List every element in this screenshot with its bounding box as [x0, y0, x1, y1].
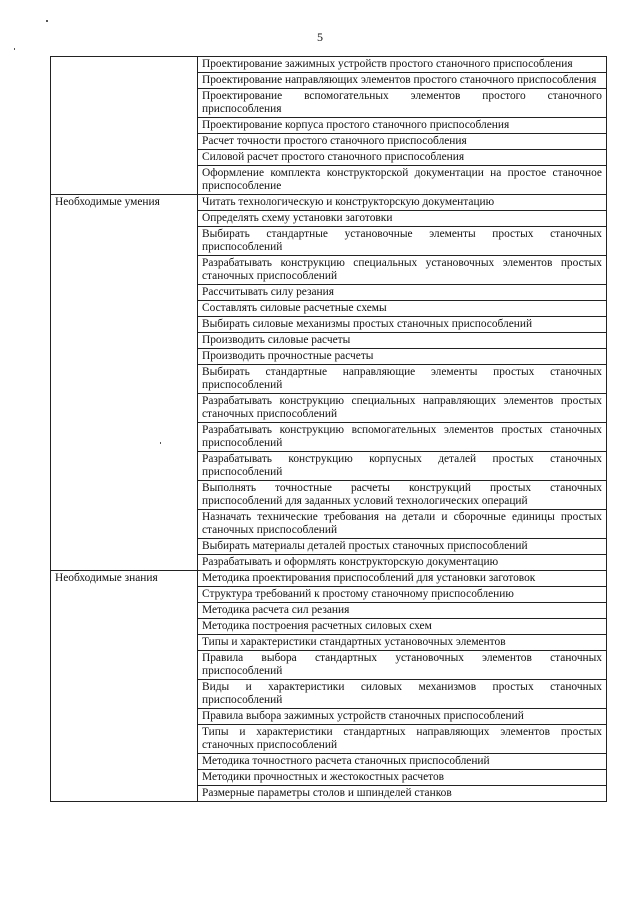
- requirement-item: Типы и характеристики стандартных установочных элементов: [198, 635, 607, 651]
- requirement-item: Выбирать силовые механизмы простых станочных приспособлений: [198, 317, 607, 333]
- requirement-item: Определять схему установки заготовки: [198, 211, 607, 227]
- requirement-item: Методика построения расчетных силовых схем: [198, 619, 607, 635]
- requirement-item: Структура требований к простому станочному приспособлению: [198, 587, 607, 603]
- category-label: [51, 57, 198, 195]
- requirement-item: Проектирование корпуса простого станочного приспособления: [198, 118, 607, 134]
- table-row: [51, 57, 607, 73]
- category-label: Необходимые умения: [51, 195, 198, 571]
- requirement-item: Методика точностного расчета станочных приспособлений: [198, 754, 607, 770]
- table-row: [51, 195, 607, 211]
- requirement-item: Разрабатывать конструкцию корпусных деталей простых станочных приспособлений: [198, 452, 607, 481]
- requirement-item: Правила выбора зажимных устройств станочных приспособлений: [198, 709, 607, 725]
- table-row: [51, 571, 607, 587]
- scan-speck: [46, 20, 48, 22]
- requirement-item: Разрабатывать конструкцию специальных направляющих элементов простых станочных приспособлений: [198, 394, 607, 423]
- requirement-item: Размерные параметры столов и шпинделей станков: [198, 786, 607, 802]
- requirement-item: Оформление комплекта конструкторской документации на простое станочное приспособление: [198, 166, 607, 195]
- requirement-item: Силовой расчет простого станочного приспособления: [198, 150, 607, 166]
- requirement-item: Выполнять точностные расчеты конструкций простых станочных приспособлений для заданных условий технологических операций: [198, 481, 607, 510]
- requirement-item: Проектирование вспомогательных элементов простого станочного приспособления: [198, 89, 607, 118]
- requirement-item: Рассчитывать силу резания: [198, 285, 607, 301]
- requirement-item: Методики прочностных и жестокостных расчетов: [198, 770, 607, 786]
- requirement-item: Назначать технические требования на детали и сборочные единицы простых станочных приспособлений: [198, 510, 607, 539]
- requirement-item: Проектирование направляющих элементов простого станочного приспособления: [198, 73, 607, 89]
- requirement-item: Типы и характеристики стандартных направляющих элементов простых станочных приспособлений: [198, 725, 607, 754]
- requirement-item: Составлять силовые расчетные схемы: [198, 301, 607, 317]
- requirements-table: [50, 56, 607, 802]
- requirement-item: Разрабатывать конструкцию вспомогательных элементов простых станочных приспособлений: [198, 423, 607, 452]
- category-label: Необходимые знания: [51, 571, 198, 802]
- requirement-item: Читать технологическую и конструкторскую документацию: [198, 195, 607, 211]
- requirement-item: Проектирование зажимных устройств простого станочного приспособления: [198, 57, 607, 73]
- requirement-item: Производить силовые расчеты: [198, 333, 607, 349]
- requirement-item: Виды и характеристики силовых механизмов простых станочных приспособлений: [198, 680, 607, 709]
- requirement-item: Выбирать стандартные направляющие элементы простых станочных приспособлений: [198, 365, 607, 394]
- requirement-item: Правила выбора стандартных установочных элементов станочных приспособлений: [198, 651, 607, 680]
- requirement-item: Разрабатывать конструкцию специальных установочных элементов простых станочных приспособлений: [198, 256, 607, 285]
- requirement-item: Методика проектирования приспособлений для установки заготовок: [198, 571, 607, 587]
- requirement-item: Расчет точности простого станочного приспособления: [198, 134, 607, 150]
- page-number: 5: [317, 30, 323, 44]
- requirement-item: Выбирать стандартные установочные элементы простых станочных приспособлений: [198, 227, 607, 256]
- requirement-item: Производить прочностные расчеты: [198, 349, 607, 365]
- requirement-item: Выбирать материалы деталей простых станочных приспособлений: [198, 539, 607, 555]
- scan-speck: [14, 48, 15, 50]
- requirement-item: Методика расчета сил резания: [198, 603, 607, 619]
- requirement-item: Разрабатывать и оформлять конструкторскую документацию: [198, 555, 607, 571]
